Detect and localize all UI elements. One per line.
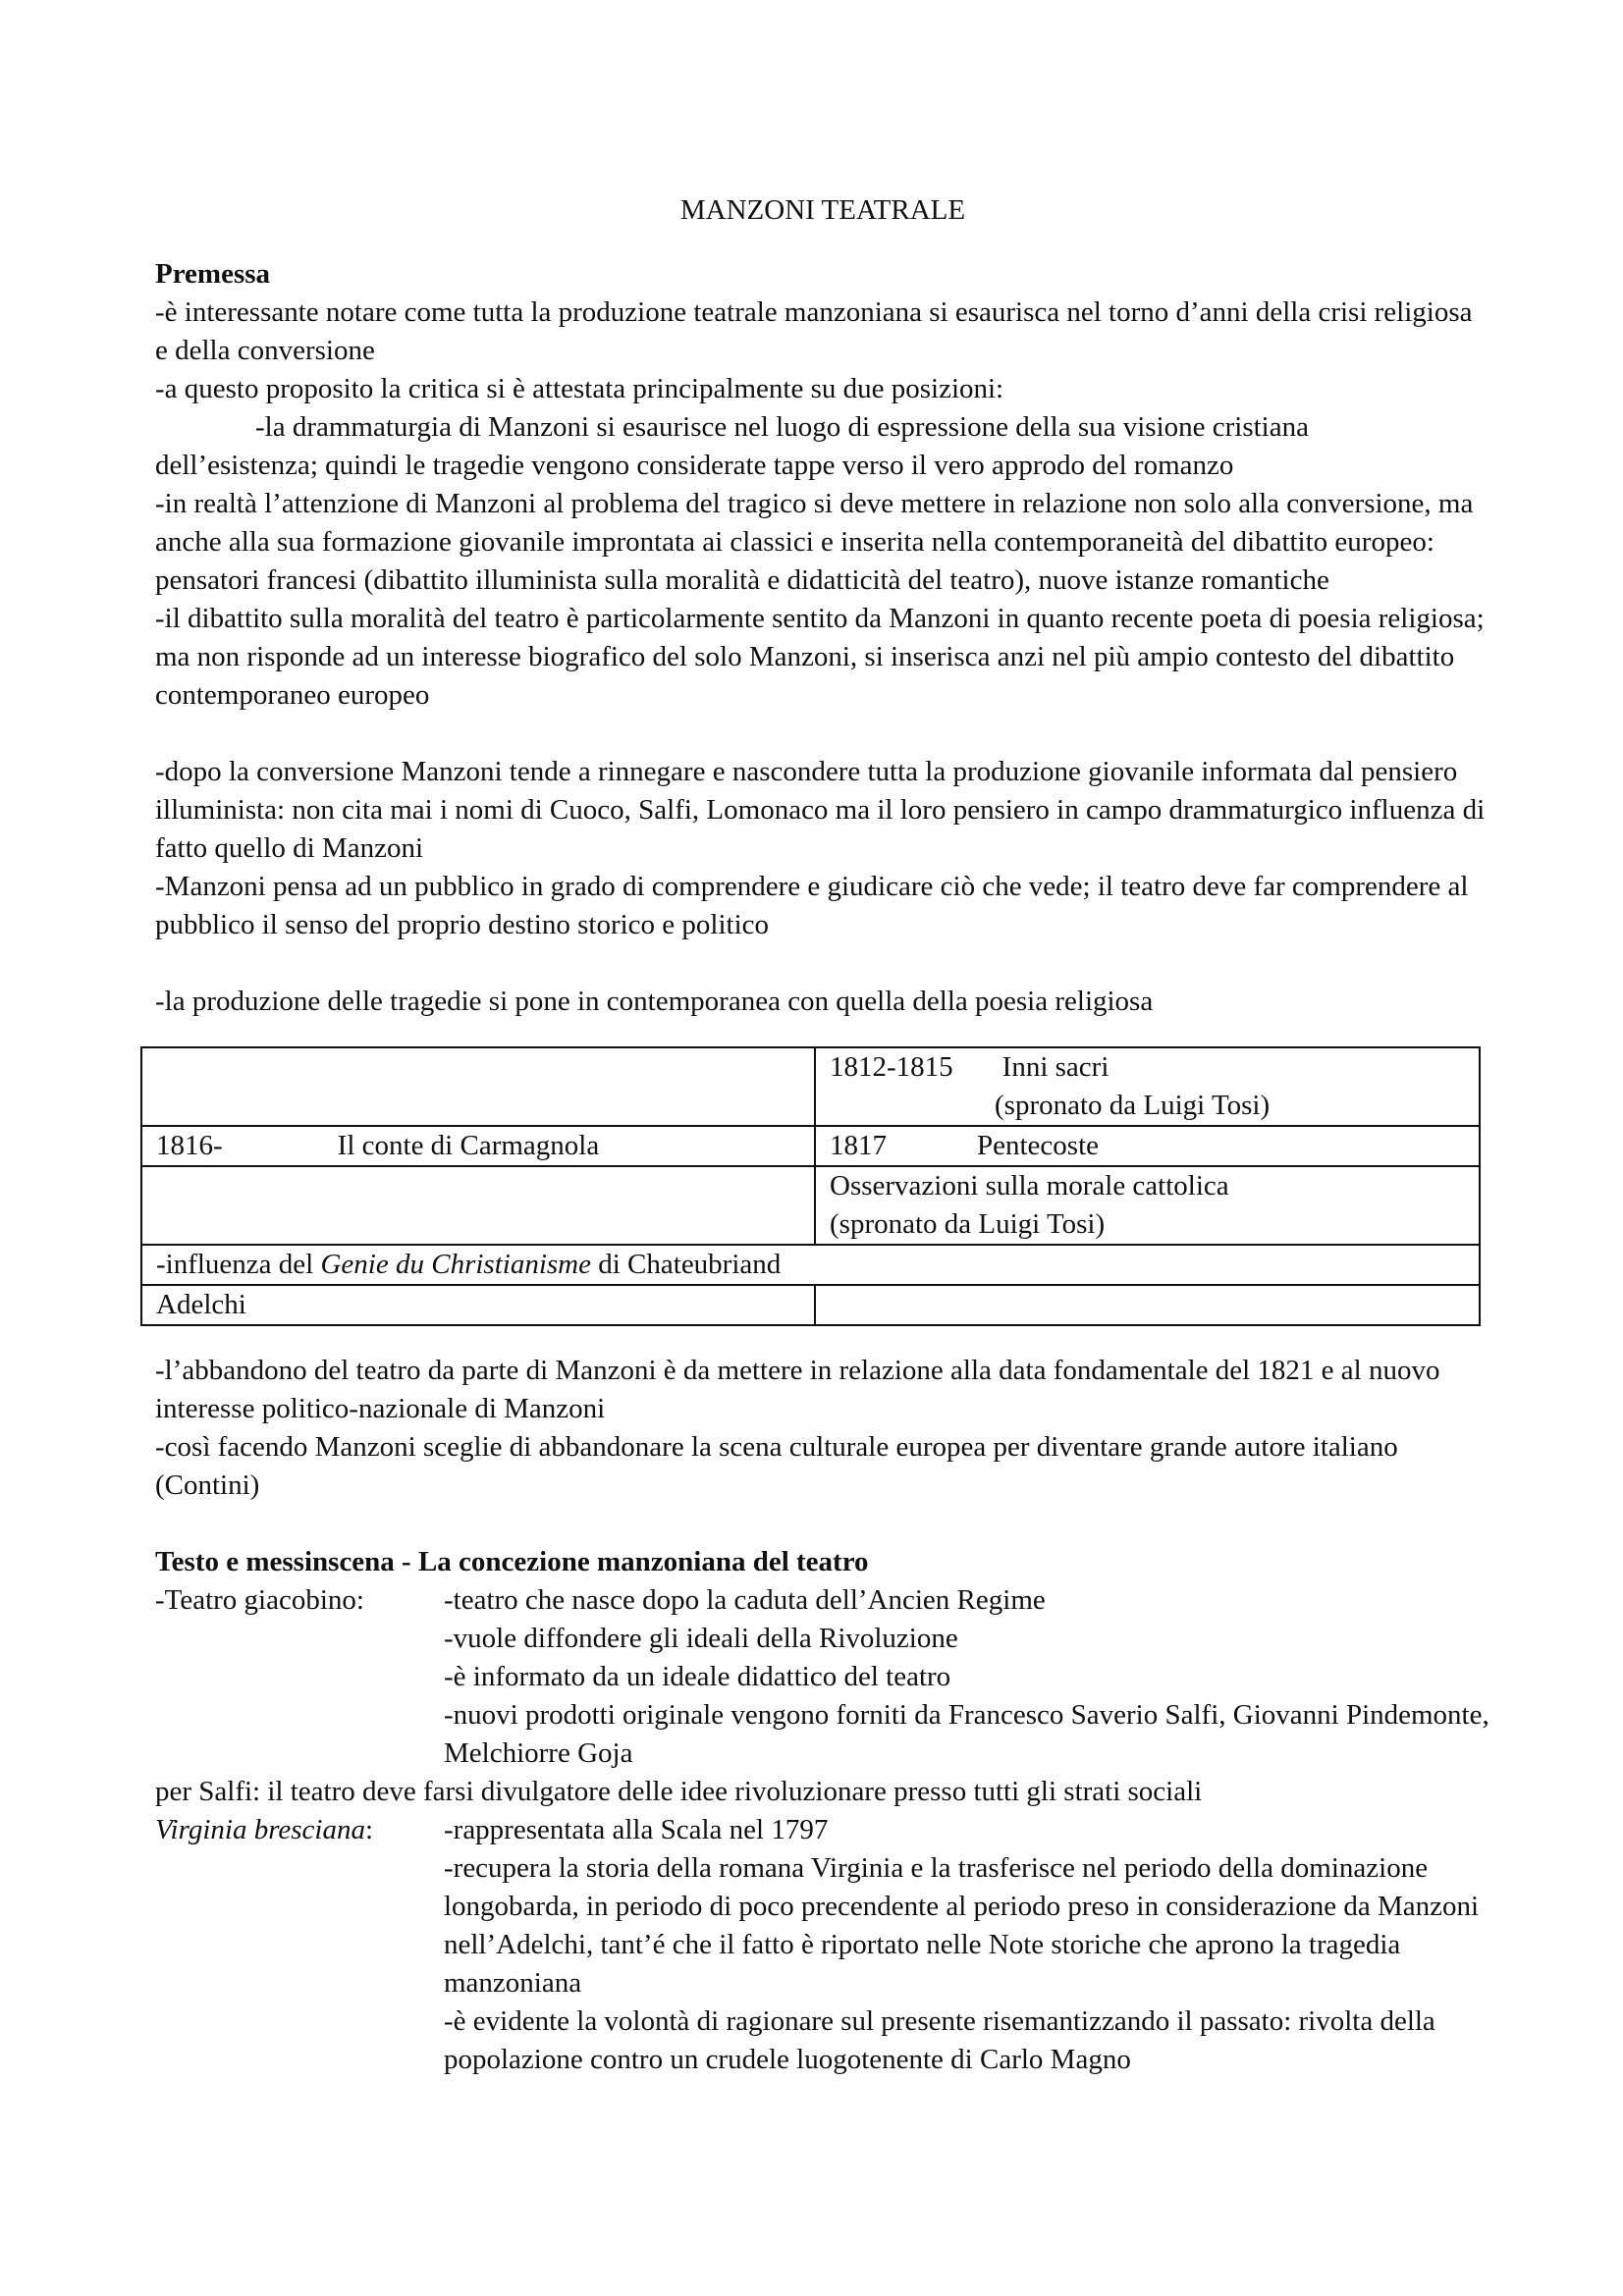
paragraph: -a questo proposito la critica si è attestata principalmente su due posizioni:: [155, 373, 1004, 404]
virginia-block: [155, 1811, 1490, 2079]
premessa-heading: Premessa: [155, 258, 271, 290]
table-row: [141, 1166, 1480, 1245]
table-row: [141, 1285, 1480, 1325]
table-cell: [815, 1047, 1480, 1126]
paragraph: -la produzione delle tragedie si pone in contemporanea con quella della poesia religiosa: [155, 986, 1154, 1017]
paragraph: -l’abbandono del teatro da parte di Manzoni è da mettere in relazione alla data fondamentale del 1821 e al nuovo interesse politico-nazionale di Manzoni: [155, 1355, 1440, 1424]
blank-line: [155, 1505, 1490, 1543]
page-title: MANZONI TEATRALE: [679, 194, 966, 226]
virginia-label: [155, 1811, 444, 2079]
table-work: Osservazioni sulla morale cattolica: [830, 1170, 1229, 1201]
paragraph: dell’esistenza; quindi le tragedie vengono considerate tappe verso il vero approdo del romanzo: [155, 450, 1234, 481]
giacobino-label: -Teatro giacobino:: [155, 1584, 364, 1616]
paragraph: -in realtà l’attenzione di Manzoni al problema del tragico si deve mettere in relazione non solo alla conversione, ma anche alla sua formazione giovanile improntata ai classici e inserita nella contemporaneità del dibattito europeo: pensatori francesi (dibattito illuminista sulla moralità e didatticità del teatro), nuove istanze romantiche: [155, 488, 1474, 596]
table-row: [141, 1245, 1480, 1285]
document-body: [155, 191, 1490, 2079]
list-item: -vuole diffondere gli ideali della Rivoluzione: [444, 1623, 958, 1654]
virginia-title: Virginia bresciana: [155, 1814, 365, 1845]
virginia-colon: :: [365, 1814, 374, 1845]
table-year: 1817: [830, 1130, 887, 1161]
table-row: [141, 1047, 1480, 1126]
paragraph: -dopo la conversione Manzoni tende a rinnegare e nascondere tutta la produzione giovanile informata dal pensiero illuminista: non cita mai i nomi di Cuoco, Salfi, Lomonaco ma il loro pensiero in campo drammaturgico influenza di fatto quello di Manzoni: [155, 756, 1486, 864]
blank-line: [155, 944, 1490, 983]
table-cell: [815, 1166, 1480, 1245]
section-heading: Testo e messinscena - La concezione manzoniana del teatro: [155, 1546, 869, 1577]
table-row: [141, 1126, 1480, 1166]
paragraph-indented: -la drammaturgia di Manzoni si esaurisce nel luogo di espressione della sua visione cristiana: [255, 411, 1309, 443]
table-cell: [141, 1047, 815, 1126]
table-note: (spronato da Luigi Tosi): [995, 1090, 1271, 1121]
list-item: -nuovi prodotti originale vengono forniti da Francesco Saverio Salfi, Giovanni Pindemonte, Melchiorre Goja: [444, 1699, 1489, 1769]
virginia-list: [444, 1811, 1490, 2079]
table-text-italic: Genie du Christianisme: [320, 1249, 591, 1280]
table-work: Inni sacri: [1001, 1051, 1109, 1083]
table-year: 1816-: [156, 1130, 223, 1161]
blank-line: [155, 715, 1490, 753]
table-cell: [141, 1126, 815, 1166]
list-item: -rappresentata alla Scala nel 1797: [444, 1814, 829, 1845]
table-year: 1812-1815: [830, 1051, 953, 1083]
table-cell: [141, 1285, 815, 1325]
table-cell: [141, 1166, 815, 1245]
list-item: -recupera la storia della romana Virginia e la trasferisce nel periodo della dominazione longobarda, in periodo di poco precendente al periodo preso in considerazione da Manzoni nell’Adelchi, tant’é che il fatto è riportato nelle Note storiche che aprono la tragedia manzoniana: [444, 1852, 1480, 1999]
paragraph: -così facendo Manzoni sceglie di abbandonare la scena culturale europea per diventare grande autore italiano (Contini): [155, 1431, 1398, 1501]
paragraph: -Manzoni pensa ad un pubblico in grado di comprendere e giudicare ciò che vede; il teatro deve far comprendere al pubblico il senso del proprio destino storico e politico: [155, 871, 1469, 940]
timeline-table: [140, 1046, 1481, 1326]
giacobino-block: [155, 1581, 1490, 1773]
table-cell: [815, 1285, 1480, 1325]
giacobino-list: [444, 1581, 1490, 1773]
table-note: (spronato da Luigi Tosi): [830, 1208, 1106, 1240]
table-cell: [141, 1245, 1480, 1285]
list-item: -è evidente la volontà di ragionare sul presente risemantizzando il passato: rivolta della popolazione contro un crudele luogotenente di Carlo Magno: [444, 2005, 1435, 2075]
paragraph: per Salfi: il teatro deve farsi divulgatore delle idee rivoluzionare presso tutti gli strati sociali: [155, 1776, 1203, 1807]
table-work: Il conte di Carmagnola: [337, 1130, 600, 1161]
table-text: di Chateubriand: [590, 1249, 782, 1280]
table-work: Adelchi: [156, 1289, 246, 1320]
list-item: -è informato da un ideale didattico del teatro: [444, 1661, 951, 1692]
table-text: -influenza del: [156, 1249, 321, 1280]
paragraph: -è interessante notare come tutta la produzione teatrale manzoniana si esaurisca nel torno d’anni della crisi religiosa e della conversione: [155, 296, 1473, 366]
table-cell: [815, 1126, 1480, 1166]
list-item: -teatro che nasce dopo la caduta dell’Ancien Regime: [444, 1584, 1046, 1616]
paragraph: -il dibattito sulla moralità del teatro è particolarmente sentito da Manzoni in quanto recente poeta di poesia religiosa; ma non risponde ad un interesse biografico del solo Manzoni, si inserisca anzi nel più ampio contesto del dibattito contemporaneo europeo: [155, 603, 1485, 711]
table-work: Pentecoste: [977, 1130, 1100, 1161]
